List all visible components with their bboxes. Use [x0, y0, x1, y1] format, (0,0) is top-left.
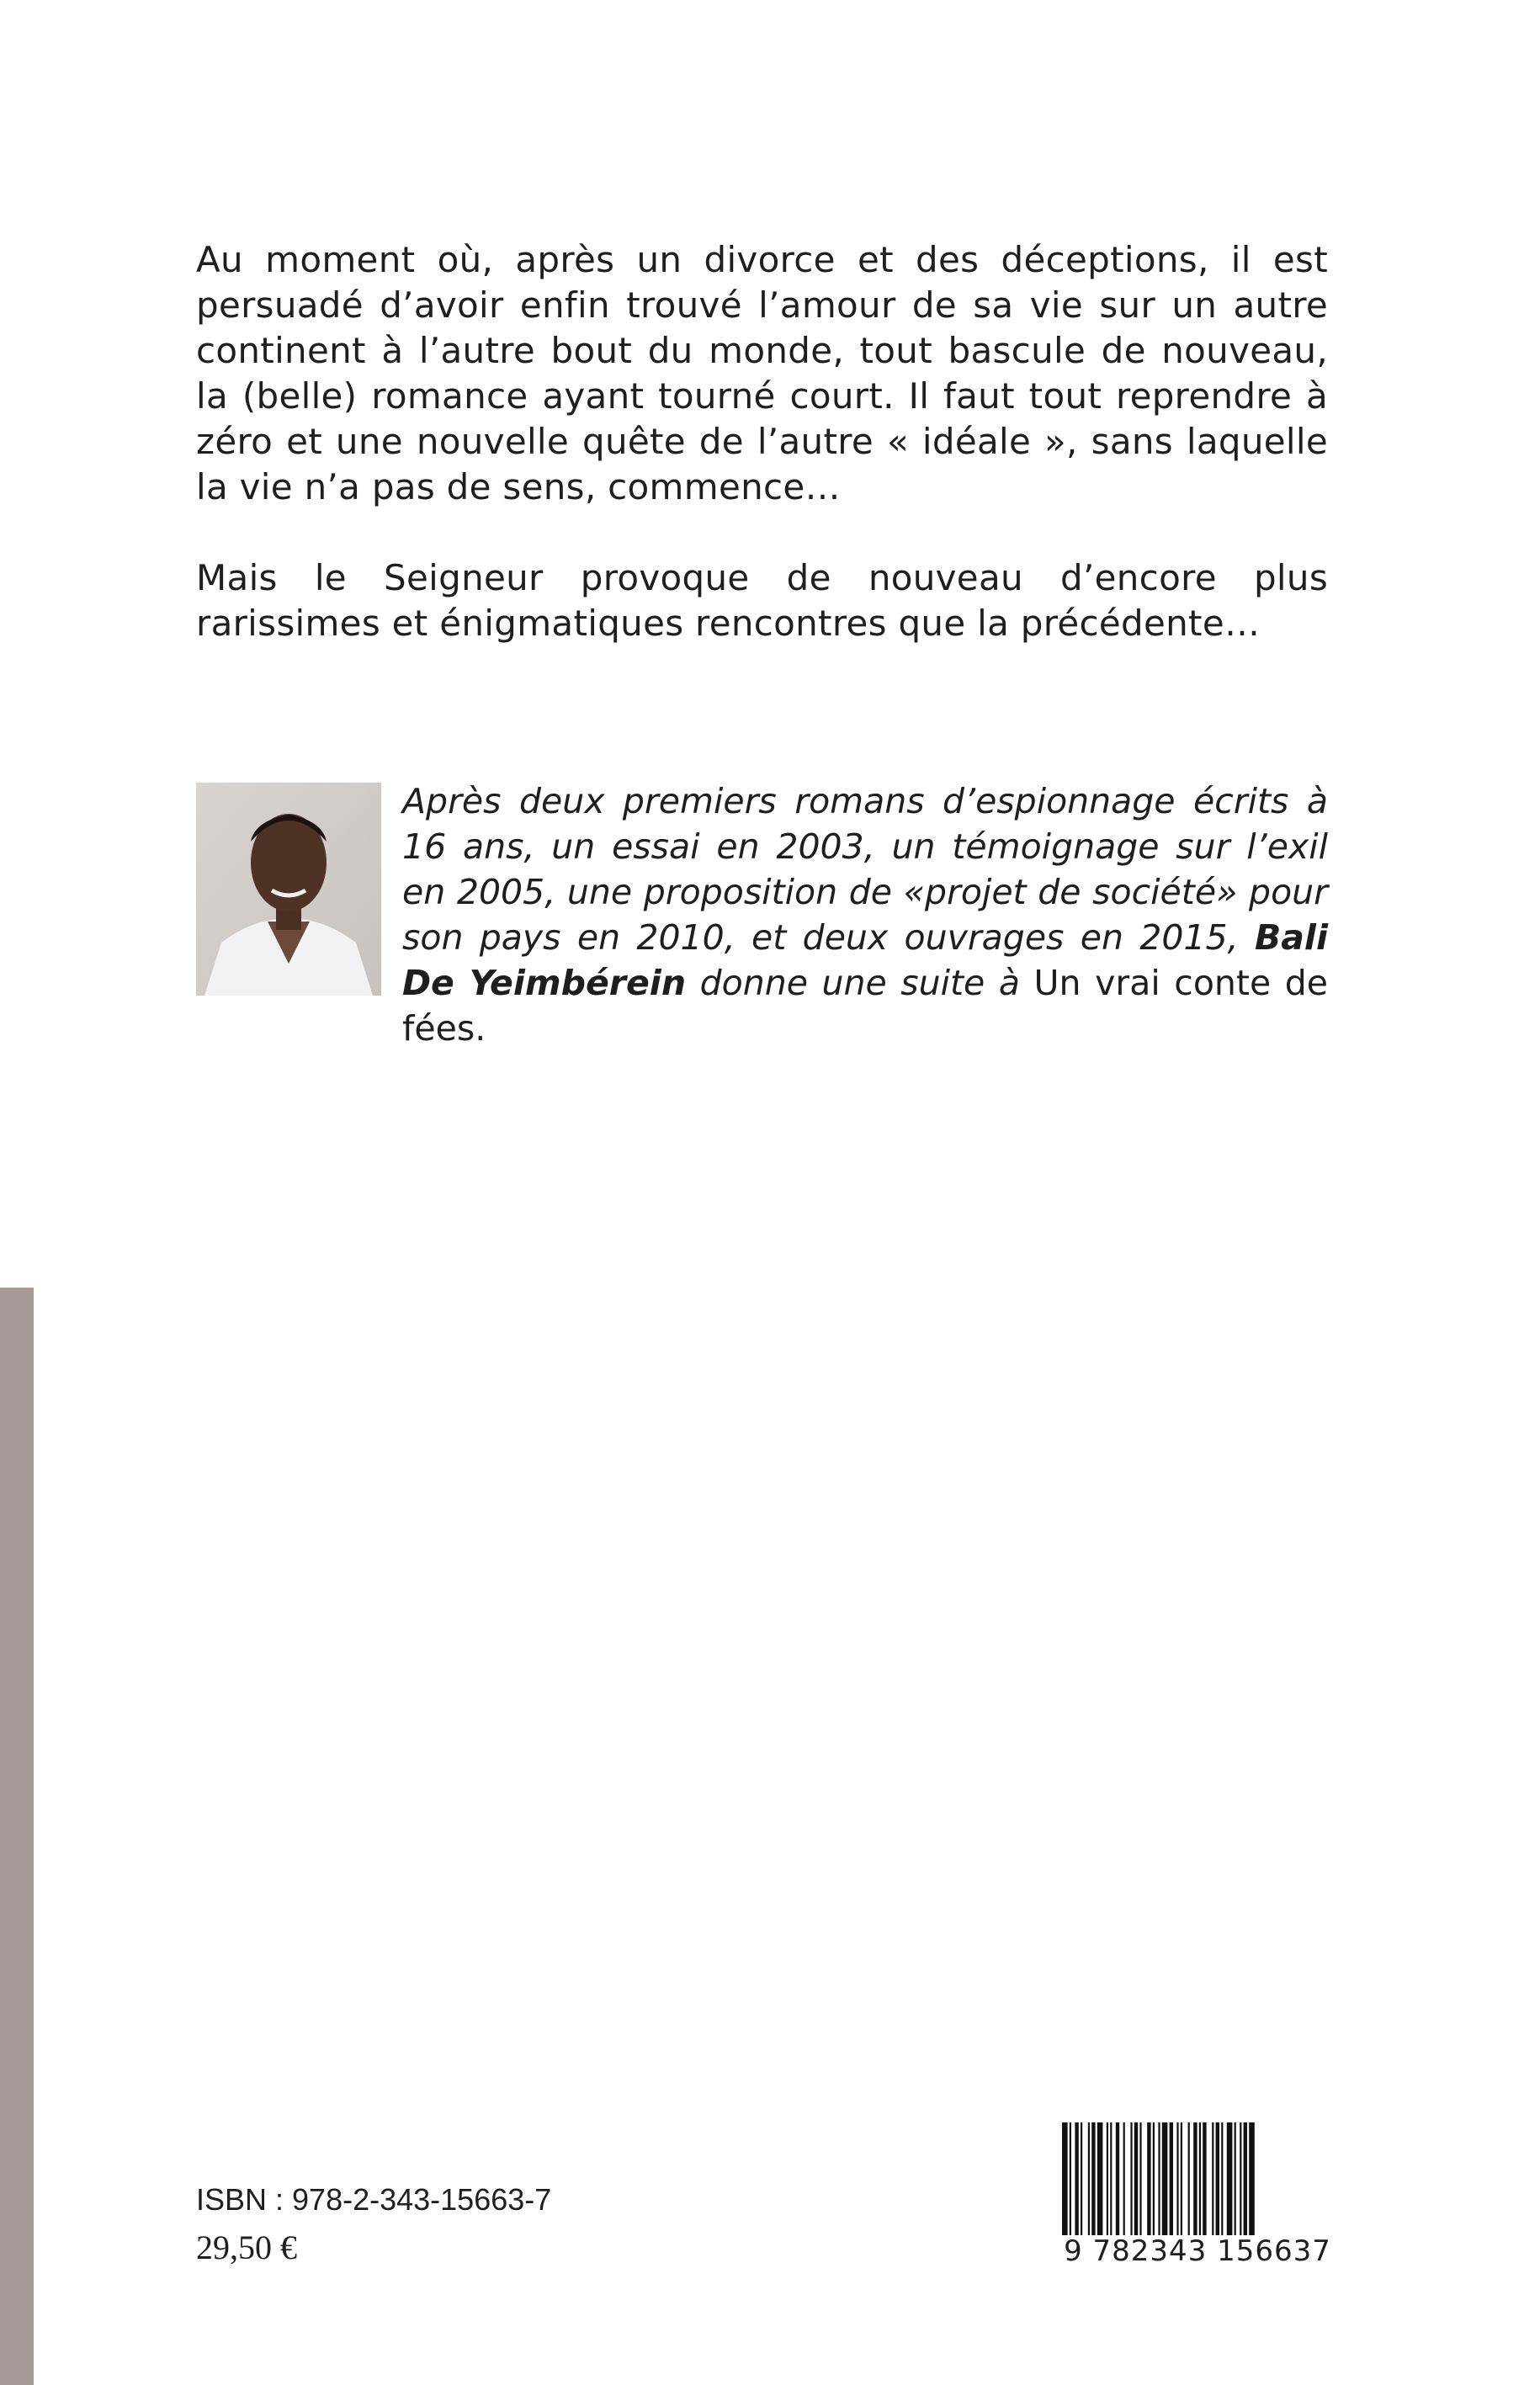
blurb-paragraph-2: Mais le Seigneur provoque de nouveau d’encore plus rarissimes et énigmatiques rencontres que la précédente…: [196, 557, 1328, 644]
bio-text-before: Après deux premiers romans d’espionnage écrits à 16 ans, un essai en 2003, un témoignage sur l’exil en 2005, une proposition de «projet de société» pour son pays en 2010, et deux ouvrages en 2015,: [402, 781, 1328, 958]
blurb-paragraph-1: Au moment où, après un divorce et des déceptions, il est persuadé d’avoir enfin trouvé l’amour de sa vie sur un autre continent à l’autre bout du monde, tout bascule de nouveau, la (belle) romance ayant tourné court. Il faut tout reprendre à zéro et une nouvelle quête de l’autre « idéale », sans laquelle la vie n’a pas de sens, commence…: [196, 239, 1328, 507]
spine-color-strip: [0, 1288, 34, 2385]
price-label: 29,50 €: [196, 2228, 297, 2266]
author-name: Bali De Yeimbérein: [402, 917, 1328, 1003]
author-bio: [402, 778, 1328, 1051]
author-photo: [196, 783, 381, 996]
isbn-label: ISBN : 978-2-343-15663-7: [196, 2182, 552, 2217]
barcode-digits: 9 782343 156637: [1059, 2235, 1336, 2267]
book-title: Un vrai conte de fées.: [402, 963, 1329, 1049]
bio-text-middle: donne une suite à: [686, 963, 1034, 1003]
